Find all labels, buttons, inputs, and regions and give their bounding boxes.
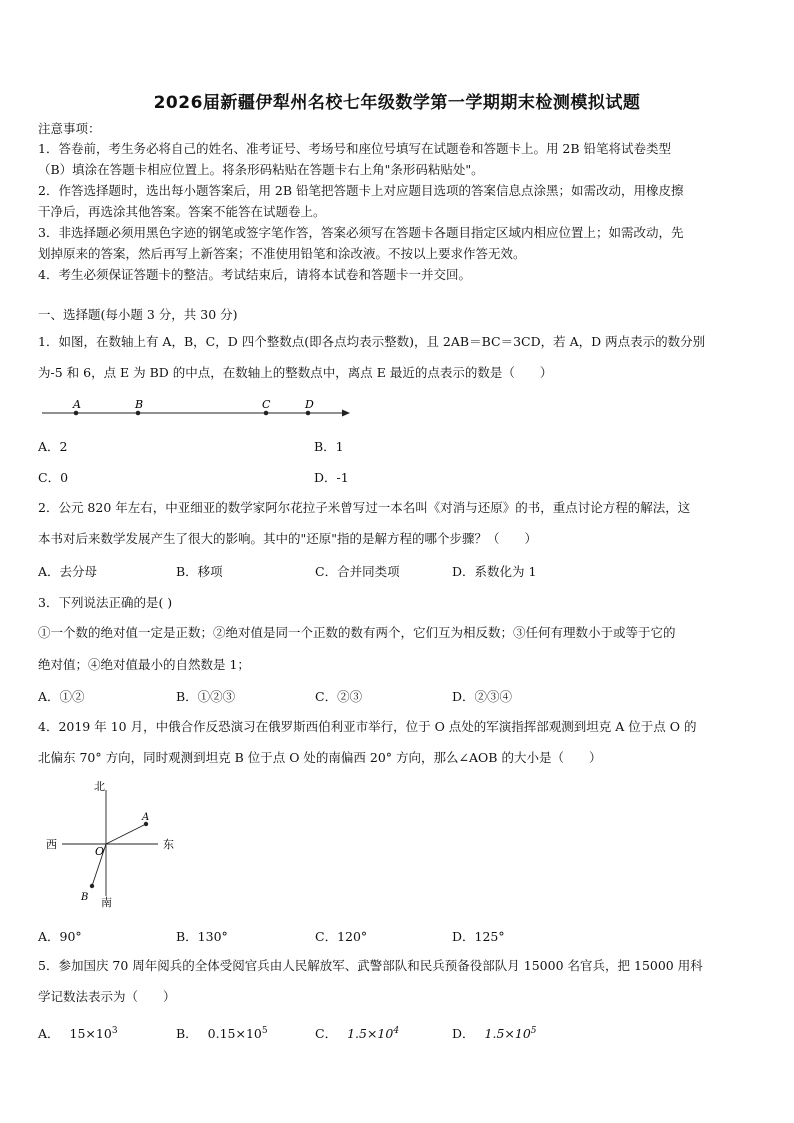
question-3-line: 3．下列说法正确的是( ) [38,595,173,610]
option-a[interactable]: A．①② [38,689,85,704]
notice-heading: 注意事项： [38,121,101,136]
option-d[interactable] [452,1024,537,1042]
arrow-head-icon [342,410,350,417]
notice-line: 干净后，再选涂其他答案。答案不能答在试题卷上。 [38,204,326,219]
option-d[interactable]: D．②③④ [452,689,513,704]
label-north: 北 [94,780,105,793]
option-a[interactable]: A．去分母 [38,564,98,579]
question-4-line: 北偏东 70° 方向，同时观测到坦克 B 位于点 O 处的南偏西 20° 方向，那么∠AOB 的大小是（ ） [38,750,602,765]
point-a [74,411,79,416]
notice-line: （B）填涂在答题卡相应位置上。将条形码粘贴在答题卡右上角"条形码粘贴处"。 [38,162,484,177]
label-c: C [262,398,271,411]
label-south: 南 [101,896,112,909]
question-5-line: 学记数法表示为（ ） [38,989,176,1004]
option-d[interactable]: D．系数化为 1 [452,564,537,579]
option-a[interactable]: A．2 [38,439,68,454]
option-exponent: 5 [261,1025,268,1036]
option-label: A． [38,1026,60,1041]
option-label: D． [452,1026,475,1041]
point-d [306,411,311,416]
number-line-figure [38,396,358,422]
option-mantissa: 15×10 [69,1026,112,1041]
label-d: D [305,398,314,411]
compass-figure [40,776,190,912]
question-1-line: 1．如图，在数轴上有 A，B，C，D 四个整数点(即各点均表示整数)，且 2AB＝BC＝3CD，若 A，D 两点表示的数分别 [38,334,706,349]
section-heading: 一、选择题(每小题 3 分，共 30 分) [38,307,238,322]
question-3-line: ①一个数的绝对值一定是正数；②绝对值是同一个正数的数有两个，它们互为相反数；③任何有理数小于或等于它的 [38,625,676,640]
option-c[interactable] [315,1024,399,1042]
option-b[interactable]: B．130° [176,929,228,944]
label-west: 西 [46,838,57,851]
point-b [90,884,94,888]
option-d[interactable]: D．-1 [314,470,349,485]
question-1-line: 为-5 和 6，点 E 为 BD 的中点，在数轴上的整数点中，离点 E 最近的点表示的数是（ ） [38,365,553,380]
point-c [264,411,269,416]
notice-line: 4．考生必须保证答题卡的整洁。考试结束后，请将本试卷和答题卡一并交回。 [38,267,471,282]
point-b [136,411,141,416]
option-b[interactable] [176,1024,268,1042]
question-2-line: 本书对后来数学发展产生了很大的影响。其中的"还原"指的是解方程的哪个步骤？（ ） [38,531,538,546]
option-c[interactable]: C．0 [38,470,69,485]
option-d[interactable]: D．125° [452,929,505,944]
option-b[interactable]: B．移项 [176,564,223,579]
option-b[interactable]: B．1 [314,439,344,454]
option-exponent: 4 [393,1025,400,1036]
notice-line: 3．非选择题必须用黑色字迹的钢笔或签字笔作答，答案必须写在答题卡各题目指定区域内相应位置上；如需改动，先 [38,225,684,240]
notice-line: 划掉原来的答案，然后再写上新答案；不准使用铅笔和涂改液。不按以上要求作答无效。 [38,246,526,261]
option-mantissa: 1.5×10 [347,1026,394,1041]
option-label: C． [315,1026,338,1041]
label-a: A [73,398,81,411]
question-2-line: 2．公元 820 年左右，中亚细亚的数学家阿尔花拉子米曾写过一本名叫《对消与还原》的书，重点讨论方程的解法，这 [38,500,691,515]
label-o: O [95,845,105,858]
label-b: B [81,892,89,903]
label-b: B [135,398,144,411]
page-title: 2026届新疆伊犁州名校七年级数学第一学期期末检测模拟试题 [153,93,641,113]
option-c[interactable]: C．120° [315,929,368,944]
option-a[interactable] [38,1024,118,1042]
question-5-line: 5．参加国庆 70 周年阅兵的全体受阅官兵由人民解放军、武警部队和民兵预备役部队月 15000 名官兵，把 15000 用科 [38,958,703,973]
option-a[interactable]: A．90° [38,929,82,944]
option-mantissa: 1.5×10 [484,1026,531,1041]
label-east: 东 [163,838,174,851]
option-exponent: 5 [530,1025,537,1036]
option-c[interactable]: C．②③ [315,689,363,704]
option-b[interactable]: B．①②③ [176,689,236,704]
notice-line: 2．作答选择题时，选出每小题答案后，用 2B 铅笔把答题卡上对应题目选项的答案信息点涂黑；如需改动，用橡皮擦 [38,183,684,198]
question-4-line: 4．2019 年 10 月，中俄合作反恐演习在俄罗斯西伯利亚市举行，位于 O 点处的军演指挥部观测到坦克 A 位于点 O 的 [38,719,697,734]
option-c[interactable]: C．合并同类项 [315,564,400,579]
option-exponent: 3 [111,1025,118,1036]
question-3-line: 绝对值；④绝对值最小的自然数是 1； [38,657,250,672]
option-label: B． [176,1026,198,1041]
ray-oa [106,824,146,844]
label-a: A [142,812,150,823]
notice-line: 1．答卷前，考生务必将自己的姓名、准考证号、考场号和座位号填写在试题卷和答题卡上。用 2B 铅笔将试卷类型 [38,141,672,156]
option-mantissa: 0.15×10 [207,1026,262,1041]
